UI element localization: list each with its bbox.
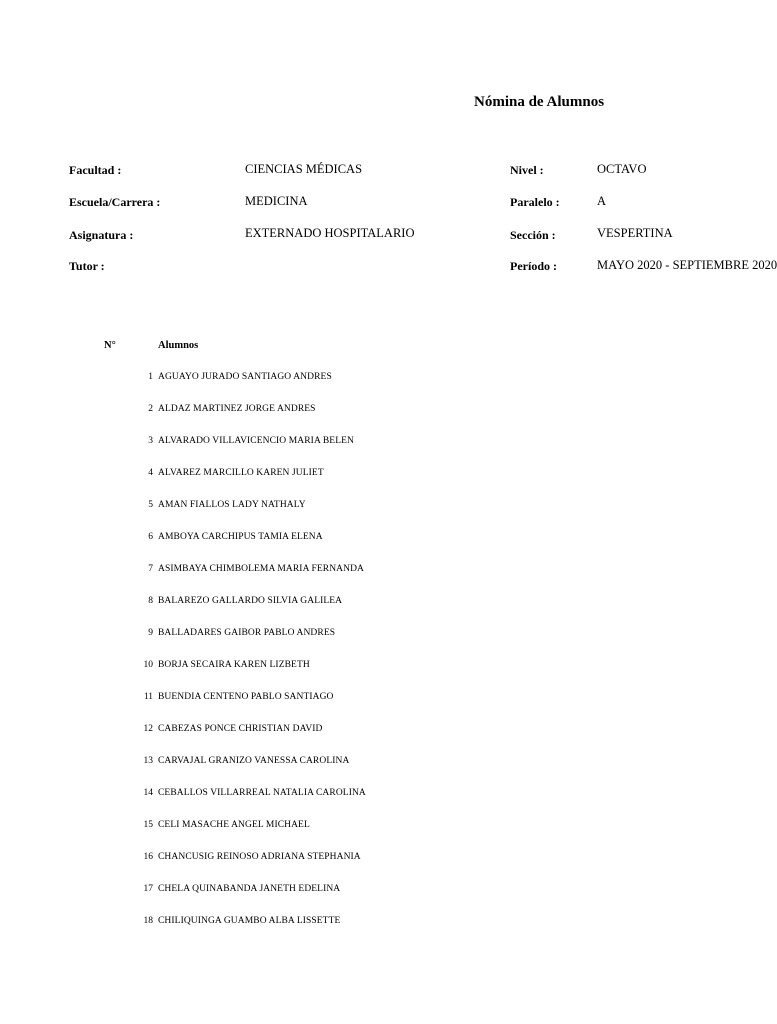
table-row <box>130 756 530 770</box>
row-number: 11 <box>143 692 153 702</box>
table-row <box>130 852 530 866</box>
table-row <box>130 692 530 706</box>
row-number: 5 <box>148 500 153 510</box>
student-name: BALAREZO GALLARDO SILVIA GALILEA <box>158 596 343 606</box>
student-name: CHELA QUINABANDA JANETH EDELINA <box>158 884 341 894</box>
tutor-label: Tutor : <box>69 259 105 273</box>
student-name: CEBALLOS VILLARREAL NATALIA CAROLINA <box>158 788 366 798</box>
row-number: 8 <box>148 596 153 606</box>
table-row <box>130 468 530 482</box>
table-row <box>130 724 530 738</box>
table-row <box>130 628 530 642</box>
table-row <box>130 436 530 450</box>
student-name: ASIMBAYA CHIMBOLEMA MARIA FERNANDA <box>158 564 365 574</box>
row-number: 3 <box>148 436 153 446</box>
row-number: 2 <box>148 404 153 414</box>
escuela-value: MEDICINA <box>245 194 308 208</box>
asignatura-value: EXTERNADO HOSPITALARIO <box>245 226 415 240</box>
student-name: CELI MASACHE ANGEL MICHAEL <box>158 820 310 830</box>
paralelo-value: A <box>597 194 607 208</box>
table-row <box>130 596 530 610</box>
seccion-value: VESPERTINA <box>597 226 673 240</box>
row-number: 15 <box>143 820 153 830</box>
facultad-label: Facultad : <box>69 163 122 177</box>
row-number: 13 <box>143 756 153 766</box>
student-name: ALVARADO VILLAVICENCIO MARIA BELEN <box>158 436 354 446</box>
student-name: AMAN FIALLOS LADY NATHALY <box>158 500 306 510</box>
table-row <box>130 564 530 578</box>
paralelo-label: Paralelo : <box>510 195 560 209</box>
student-name: AMBOYA CARCHIPUS TAMIA ELENA <box>158 532 323 542</box>
table-row <box>130 372 530 386</box>
table-row <box>130 532 530 546</box>
table-row <box>130 500 530 514</box>
student-name: ALDAZ MARTINEZ JORGE ANDRES <box>158 404 316 414</box>
row-number: 4 <box>148 468 153 478</box>
student-name: BUENDIA CENTENO PABLO SANTIAGO <box>158 692 334 702</box>
student-name: CARVAJAL GRANIZO VANESSA CAROLINA <box>158 756 350 766</box>
student-name: BALLADARES GAIBOR PABLO ANDRES <box>158 628 336 638</box>
student-name: BORJA SECAIRA KAREN LIZBETH <box>158 660 310 670</box>
student-name: CABEZAS PONCE CHRISTIAN DAVID <box>158 724 323 734</box>
escuela-label: Escuela/Carrera : <box>69 195 161 209</box>
student-name: CHANCUSIG REINOSO ADRIANA STEPHANIA <box>158 852 361 862</box>
column-header-number: N° <box>104 340 116 351</box>
row-number: 16 <box>143 852 153 862</box>
seccion-label: Sección : <box>510 228 556 242</box>
row-number: 6 <box>148 532 153 542</box>
row-number: 18 <box>143 916 153 926</box>
page-title: Nómina de Alumnos <box>474 94 605 110</box>
facultad-value: CIENCIAS MÉDICAS <box>245 162 363 176</box>
periodo-label: Período : <box>510 259 557 273</box>
table-row <box>130 788 530 802</box>
table-row <box>130 820 530 834</box>
table-row <box>130 660 530 674</box>
row-number: 17 <box>143 884 153 894</box>
row-number: 9 <box>148 628 153 638</box>
periodo-value: MAYO 2020 - SEPTIEMBRE 2020 <box>597 258 777 272</box>
asignatura-label: Asignatura : <box>69 228 134 242</box>
table-row <box>130 916 530 930</box>
column-header-alumnos: Alumnos <box>158 340 199 351</box>
row-number: 7 <box>148 564 153 574</box>
table-row <box>130 404 530 418</box>
student-name: AGUAYO JURADO SANTIAGO ANDRES <box>158 372 332 382</box>
table-row <box>130 884 530 898</box>
row-number: 1 <box>148 372 153 382</box>
student-name: ALVAREZ MARCILLO KAREN JULIET <box>158 468 324 478</box>
nivel-label: Nivel : <box>510 163 544 177</box>
student-name: CHILIQUINGA GUAMBO ALBA LISSETTE <box>158 916 341 926</box>
row-number: 10 <box>143 660 153 670</box>
row-number: 14 <box>143 788 153 798</box>
nivel-value: OCTAVO <box>597 162 647 176</box>
row-number: 12 <box>143 724 153 734</box>
